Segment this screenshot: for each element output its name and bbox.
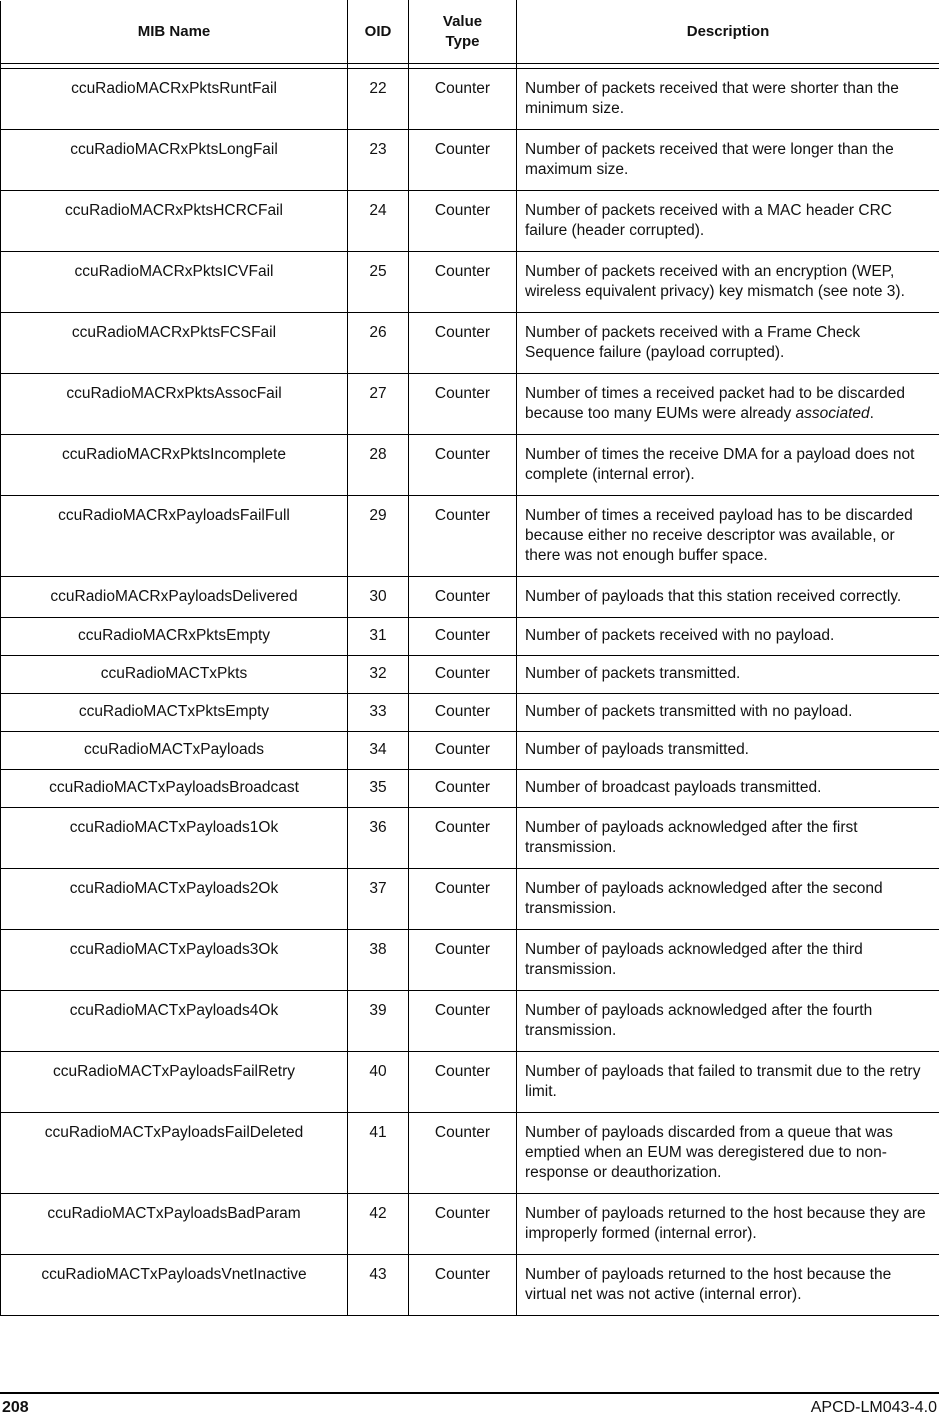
mib-name-cell: ccuRadioMACTxPayloadsFailRetry <box>1 1052 348 1113</box>
value-type-cell: Counter <box>409 1255 517 1316</box>
value-type-cell: Counter <box>409 770 517 808</box>
table-row <box>1 694 939 732</box>
value-type-cell: Counter <box>409 313 517 374</box>
description-text: Number of times a received packet had to be discarded because too many EUMs were already <box>525 385 905 422</box>
mib-name-cell: ccuRadioMACRxPktsEmpty <box>1 618 348 656</box>
table-row <box>1 191 939 252</box>
description-text: Number of payloads returned to the host because the virtual net was not active (internal error). <box>525 1266 892 1303</box>
mib-name-cell: ccuRadioMACRxPayloadsDelivered <box>1 577 348 618</box>
mib-name-cell: ccuRadioMACTxPayloads3Ok <box>1 930 348 991</box>
oid-cell: 27 <box>348 374 409 435</box>
mib-name-cell: ccuRadioMACRxPktsFCSFail <box>1 313 348 374</box>
table-row <box>1 252 939 313</box>
value-type-cell: Counter <box>409 808 517 869</box>
description-cell <box>517 694 939 732</box>
description-cell <box>517 130 939 191</box>
table-row <box>1 656 939 694</box>
table-row <box>1 808 939 869</box>
value-type-cell: Counter <box>409 496 517 577</box>
table-row <box>1 496 939 577</box>
mib-name-cell: ccuRadioMACTxPayloads <box>1 732 348 770</box>
value-type-cell: Counter <box>409 252 517 313</box>
value-type-cell: Counter <box>409 191 517 252</box>
table-row <box>1 770 939 808</box>
mib-name-cell: ccuRadioMACRxPayloadsFailFull <box>1 496 348 577</box>
mib-name-cell: ccuRadioMACRxPktsICVFail <box>1 252 348 313</box>
description-text: Number of payloads acknowledged after the second transmission. <box>525 880 883 917</box>
value-type-cell: Counter <box>409 656 517 694</box>
document-id: APCD-LM043-4.0 <box>810 1399 937 1416</box>
mib-name-cell: ccuRadioMACTxPayloadsBadParam <box>1 1194 348 1255</box>
header-value-type-line1: Value <box>442 13 483 30</box>
oid-cell: 42 <box>348 1194 409 1255</box>
value-type-cell: Counter <box>409 618 517 656</box>
table-row <box>1 577 939 618</box>
header-oid: OID <box>348 1 409 64</box>
description-cell <box>517 313 939 374</box>
value-type-cell: Counter <box>409 577 517 618</box>
table-header <box>1 1 939 69</box>
description-cell <box>517 374 939 435</box>
description-cell <box>517 252 939 313</box>
description-tail: . <box>869 405 874 422</box>
table-row <box>1 991 939 1052</box>
description-text: Number of packets received with a MAC header CRC failure (header corrupted). <box>525 202 892 239</box>
mib-name-cell: ccuRadioMACTxPktsEmpty <box>1 694 348 732</box>
oid-cell: 39 <box>348 991 409 1052</box>
mib-name-cell: ccuRadioMACRxPktsAssocFail <box>1 374 348 435</box>
description-cell <box>517 435 939 496</box>
description-text: Number of packets received with no payload. <box>525 627 835 644</box>
oid-cell: 23 <box>348 130 409 191</box>
description-cell <box>517 930 939 991</box>
description-text: Number of broadcast payloads transmitted. <box>525 779 822 796</box>
mib-name-cell: ccuRadioMACRxPktsLongFail <box>1 130 348 191</box>
header-value-type-line2: Type <box>445 33 480 50</box>
table-row <box>1 1052 939 1113</box>
value-type-cell: Counter <box>409 930 517 991</box>
description-cell <box>517 618 939 656</box>
oid-cell: 25 <box>348 252 409 313</box>
mib-name-cell: ccuRadioMACRxPktsHCRCFail <box>1 191 348 252</box>
table-row <box>1 618 939 656</box>
header-mib-name: MIB Name <box>1 1 348 64</box>
mib-name-cell: ccuRadioMACRxPktsIncomplete <box>1 435 348 496</box>
value-type-cell: Counter <box>409 1052 517 1113</box>
oid-cell: 30 <box>348 577 409 618</box>
table-row <box>1 313 939 374</box>
value-type-cell: Counter <box>409 1113 517 1194</box>
description-cell <box>517 991 939 1052</box>
table-row <box>1 930 939 991</box>
oid-cell: 41 <box>348 1113 409 1194</box>
description-cell <box>517 770 939 808</box>
description-cell <box>517 1255 939 1316</box>
mib-name-cell: ccuRadioMACTxPayloads2Ok <box>1 869 348 930</box>
description-cell <box>517 656 939 694</box>
oid-cell: 43 <box>348 1255 409 1316</box>
description-text: Number of payloads acknowledged after the first transmission. <box>525 819 858 856</box>
description-text: Number of payloads that this station received correctly. <box>525 588 902 605</box>
table-row <box>1 732 939 770</box>
description-cell <box>517 1052 939 1113</box>
table-row <box>1 1194 939 1255</box>
description-text: Number of payloads transmitted. <box>525 741 749 758</box>
page-number: 208 <box>2 1399 29 1416</box>
table-row <box>1 869 939 930</box>
value-type-cell: Counter <box>409 1194 517 1255</box>
value-type-cell: Counter <box>409 694 517 732</box>
description-cell <box>517 577 939 618</box>
oid-cell: 26 <box>348 313 409 374</box>
description-text: Number of packets received with a Frame Check Sequence failure (payload corrupted). <box>525 324 861 361</box>
table-row <box>1 374 939 435</box>
mib-name-cell: ccuRadioMACTxPkts <box>1 656 348 694</box>
oid-cell: 28 <box>348 435 409 496</box>
mib-name-cell: ccuRadioMACTxPayloads4Ok <box>1 991 348 1052</box>
mib-name-cell: ccuRadioMACTxPayloadsFailDeleted <box>1 1113 348 1194</box>
description-cell <box>517 69 939 130</box>
footer-rule <box>0 1392 939 1394</box>
description-cell <box>517 1194 939 1255</box>
description-text: Number of payloads that failed to transmit due to the retry limit. <box>525 1063 921 1100</box>
table-row <box>1 1255 939 1316</box>
oid-cell: 33 <box>348 694 409 732</box>
value-type-cell: Counter <box>409 374 517 435</box>
description-text: Number of times the receive DMA for a payload does not complete (internal error). <box>525 446 915 483</box>
description-text: Number of packets received that were longer than the maximum size. <box>525 141 894 178</box>
oid-cell: 31 <box>348 618 409 656</box>
description-text: Number of payloads acknowledged after the fourth transmission. <box>525 1002 873 1039</box>
header-value-type <box>409 1 517 64</box>
description-text: Number of payloads returned to the host because they are improperly formed (internal error). <box>525 1205 926 1242</box>
description-text: Number of packets received that were shorter than the minimum size. <box>525 80 899 117</box>
description-text: Number of payloads discarded from a queue that was emptied when an EUM was deregistered due to non-response or deauthorization. <box>525 1124 893 1181</box>
table-row <box>1 130 939 191</box>
description-cell <box>517 808 939 869</box>
value-type-cell: Counter <box>409 435 517 496</box>
table-row <box>1 69 939 130</box>
value-type-cell: Counter <box>409 732 517 770</box>
oid-cell: 32 <box>348 656 409 694</box>
description-cell <box>517 496 939 577</box>
value-type-cell: Counter <box>409 130 517 191</box>
value-type-cell: Counter <box>409 991 517 1052</box>
value-type-cell: Counter <box>409 869 517 930</box>
oid-cell: 34 <box>348 732 409 770</box>
value-type-cell: Counter <box>409 69 517 130</box>
oid-cell: 37 <box>348 869 409 930</box>
oid-cell: 29 <box>348 496 409 577</box>
table-row <box>1 435 939 496</box>
oid-cell: 22 <box>348 69 409 130</box>
description-text: Number of packets received with an encryption (WEP, wireless equivalent privacy) key mismatch (see note 3). <box>525 263 905 300</box>
mib-name-cell: ccuRadioMACTxPayloads1Ok <box>1 808 348 869</box>
header-description: Description <box>517 1 939 64</box>
mib-name-cell: ccuRadioMACTxPayloadsBroadcast <box>1 770 348 808</box>
mib-name-cell: ccuRadioMACRxPktsRuntFail <box>1 69 348 130</box>
description-cell <box>517 1113 939 1194</box>
description-cell <box>517 191 939 252</box>
description-text: Number of packets transmitted with no payload. <box>525 703 853 720</box>
description-text: Number of packets transmitted. <box>525 665 741 682</box>
oid-cell: 40 <box>348 1052 409 1113</box>
oid-cell: 36 <box>348 808 409 869</box>
description-text: Number of times a received payload has to be discarded because either no receive descriptor was available, or there was not enough buffer space. <box>525 507 913 564</box>
description-cell <box>517 869 939 930</box>
table-body <box>1 69 939 1316</box>
description-text: Number of payloads acknowledged after the third transmission. <box>525 941 863 978</box>
table-row <box>1 1113 939 1194</box>
mib-name-cell: ccuRadioMACTxPayloadsVnetInactive <box>1 1255 348 1316</box>
description-cell <box>517 732 939 770</box>
oid-cell: 38 <box>348 930 409 991</box>
oid-cell: 24 <box>348 191 409 252</box>
oid-cell: 35 <box>348 770 409 808</box>
description-emphasis: associated <box>795 405 870 422</box>
